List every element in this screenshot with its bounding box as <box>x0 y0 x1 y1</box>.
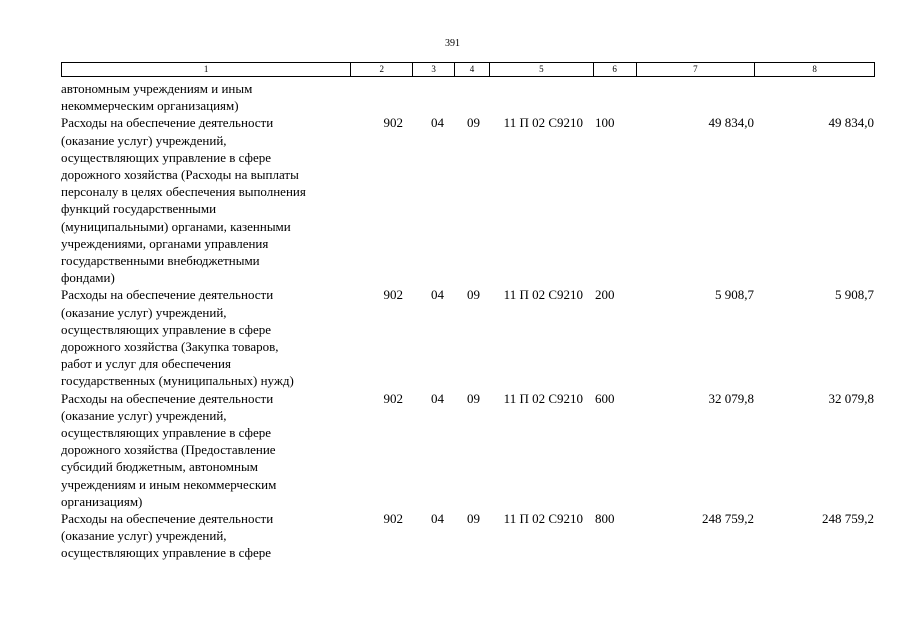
column-header-7: 7 <box>636 63 755 76</box>
amount-col-7: 49 834,0 <box>708 115 754 131</box>
expense-type-code: 800 <box>595 511 615 527</box>
amount-col-8: 5 908,7 <box>835 287 874 303</box>
target-article-code: 11 П 02 С9210 <box>503 115 583 131</box>
table-row <box>61 390 875 510</box>
continuation-row <box>61 80 875 114</box>
section-code: 04 <box>431 390 444 406</box>
amount-col-7: 248 759,2 <box>702 511 754 527</box>
subsection-code: 09 <box>467 511 480 527</box>
subsection-code: 09 <box>467 115 480 131</box>
column-header-2: 2 <box>350 63 412 76</box>
table-row <box>61 286 875 389</box>
row-name: Расходы на обеспечение деятельности (оказание услуг) учреждений, осуществляющих управление в сфере дорожного хозяйства (Предоставление субсидий бюджетным, автономным учреждениям и иным некоммерческим организациям) <box>61 390 277 509</box>
expense-type-code: 200 <box>595 287 615 303</box>
table-body <box>61 80 875 562</box>
column-header-4: 4 <box>454 63 489 76</box>
ministry-code: 902 <box>383 390 403 406</box>
table-row <box>61 114 875 286</box>
section-code: 04 <box>431 287 444 303</box>
amount-col-7: 32 079,8 <box>708 390 754 406</box>
section-code: 04 <box>431 511 444 527</box>
target-article-code: 11 П 02 С9210 <box>503 287 583 303</box>
expense-type-code: 600 <box>595 390 615 406</box>
amount-col-8: 49 834,0 <box>828 115 874 131</box>
target-article-code: 11 П 02 С9210 <box>503 390 583 406</box>
column-header-8: 8 <box>754 63 874 76</box>
amount-col-8: 32 079,8 <box>828 390 874 406</box>
ministry-code: 902 <box>383 511 403 527</box>
ministry-code: 902 <box>383 287 403 303</box>
subsection-code: 09 <box>467 287 480 303</box>
row-name: Расходы на обеспечение деятельности (оказание услуг) учреждений, осуществляющих управление в сфере <box>61 511 274 561</box>
page-number: 391 <box>445 38 460 49</box>
column-header-5: 5 <box>489 63 593 76</box>
row-name: Расходы на обеспечение деятельности (оказание услуг) учреждений, осуществляющих управление в сфере дорожного хозяйства (Закупка товаров, работ и услуг для обеспечения государственных (муниципальных) нужд) <box>61 287 294 389</box>
column-header-6: 6 <box>593 63 636 76</box>
table-row <box>61 510 875 562</box>
table-header <box>61 62 875 77</box>
target-article-code: 11 П 02 С9210 <box>503 511 583 527</box>
column-header-3: 3 <box>412 63 454 76</box>
subsection-code: 09 <box>467 390 480 406</box>
section-code: 04 <box>431 115 444 131</box>
column-header-1: 1 <box>203 64 209 74</box>
ministry-code: 902 <box>383 115 403 131</box>
amount-col-7: 5 908,7 <box>715 287 754 303</box>
row-name: Расходы на обеспечение деятельности (оказание услуг) учреждений, осуществляющих управление в сфере дорожного хозяйства (Расходы на выплаты персоналу в целях обеспечения выполнения функций государственными (муниципальными) органами, казенными учреждениями, органами управления государственными внебюджетными фондами) <box>61 115 306 286</box>
continuation-text: автономным учреждениям и иным некоммерческим организациям) <box>61 81 253 114</box>
amount-col-8: 248 759,2 <box>822 511 874 527</box>
expense-type-code: 100 <box>595 115 615 131</box>
